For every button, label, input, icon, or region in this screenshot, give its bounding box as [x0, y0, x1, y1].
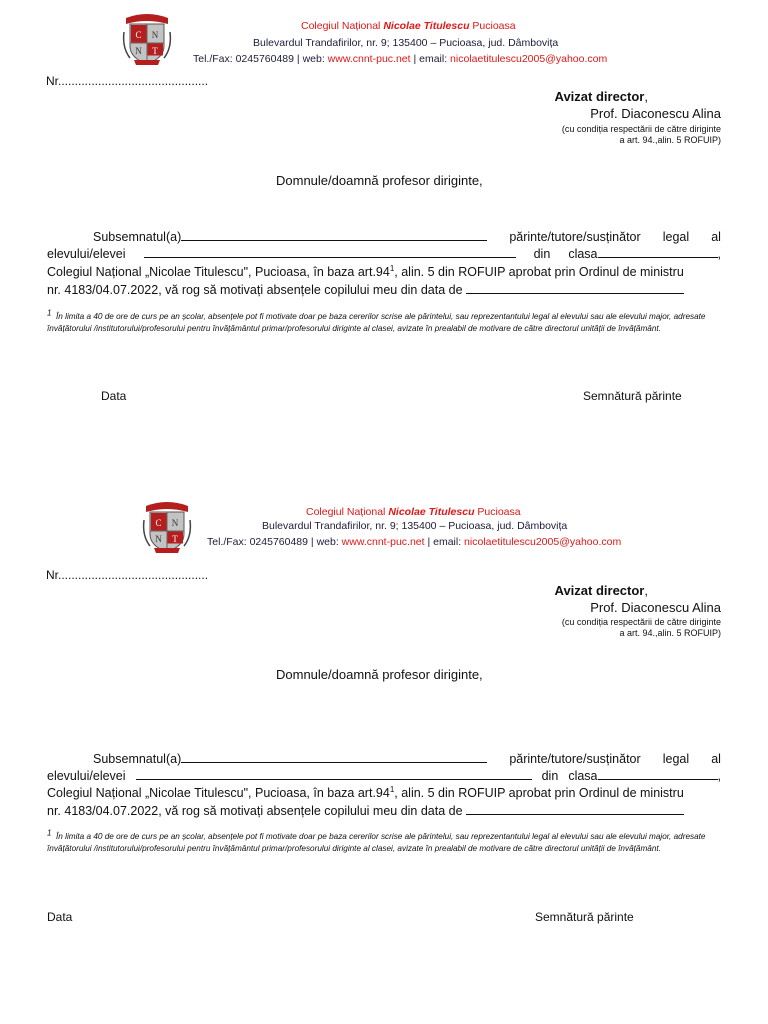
body-line-1: Subsemnatul(a) părinte/tutore/susținător legal al: [93, 230, 721, 244]
date-input-line[interactable]: [466, 282, 684, 294]
svg-text:N: N: [155, 534, 162, 544]
svg-text:N: N: [151, 30, 159, 40]
student-input-line[interactable]: [136, 768, 532, 780]
class-input-line[interactable]: [598, 768, 718, 780]
student-input-line[interactable]: [144, 246, 516, 258]
name-input-line[interactable]: [181, 751, 487, 763]
footnote: $^1$ În limita a 40 de ore de curs pe an școlar, absențele pot fi motivate doar pe baza cererilor scrise ale părintelui, sau reprezentantului legal al elevului sau ale elevului major, adresate învățătorului /institutorului/profesorului pentru învățământul primar/profesorului diriginte al clasei, avizate în prealabil de motivare de către directorul unității de învățământ.: [47, 308, 706, 333]
body-line-4: nr. 4183/04.07.2022, vă rog să motivați absențele copilului meu din data de: [47, 803, 684, 819]
signature-label: Semnătură părinte: [583, 389, 682, 403]
school-address: Bulevardul Trandafirilor, nr. 9; 135400 – Pucioasa, jud. Dâmbovița: [253, 37, 559, 49]
svg-text:C: C: [135, 30, 142, 40]
email-link[interactable]: nicolaetitulescu2005@yahoo.com: [450, 53, 608, 65]
avizat-director: Avizat director,: [554, 89, 648, 104]
name-input-line[interactable]: [181, 229, 487, 241]
body-line-3: Colegiul Național „Nicolae Titulescu", Pucioasa, în baza $art.94^1$, alin. 5 din ROFUIP aprobat prin Ordinul de ministru: [47, 784, 684, 800]
director-name: Prof. Diaconescu Alina: [590, 106, 721, 121]
school-contact: Tel./Fax: 0245760489 | web: www.cnnt-puc.net | email: nicolaetitulescu2005@yahoo.com: [207, 536, 622, 548]
svg-text:T: T: [152, 46, 158, 56]
class-input-line[interactable]: [598, 246, 718, 258]
avizat-director: Avizat director,: [554, 583, 648, 598]
svg-text:N: N: [171, 518, 179, 528]
director-condition-1: (cu condiția respectării de către diriginte: [561, 617, 721, 627]
signature-label: Semnătură părinte: [535, 910, 634, 924]
date-label: Data: [101, 389, 127, 403]
nr-field: Nr.............................................: [46, 74, 209, 88]
salutation: Domnule/doamnă profesor diriginte,: [276, 667, 483, 682]
nr-field: Nr.............................................: [46, 568, 209, 582]
school-name: Colegiul Național Nicolae Titulescu Pucioasa: [301, 20, 516, 32]
footnote: $^1$ În limita a 40 de ore de curs pe an școlar, absențele pot fi motivate doar pe baza cererilor scrise ale părintelui, sau reprezentantului legal al elevului sau ale elevului major, adresate învățătorului /institutorului/profesorului pentru învățământul primar/profesorului diriginte al clasei, avizate în prealabil de motivare de către directorul unității de învățământ.: [47, 828, 706, 853]
svg-text:C: C: [155, 518, 162, 528]
director-name: Prof. Diaconescu Alina: [590, 600, 721, 615]
svg-text:N: N: [135, 46, 142, 56]
director-condition-2: a art. 94.,alin. 5 ROFUIP): [619, 628, 721, 638]
web-link[interactable]: www.cnnt-puc.net: [341, 536, 425, 548]
body-line-3: Colegiul Național „Nicolae Titulescu", Pucioasa, în baza $art.94^1$, alin. 5 din ROFUIP aprobat prin Ordinul de ministru: [47, 263, 684, 279]
body-line-1: Subsemnatul(a) părinte/tutore/susținător legal al: [93, 752, 721, 766]
school-logo: [120, 12, 174, 66]
web-link[interactable]: www.cnnt-puc.net: [327, 53, 411, 65]
date-label: Data: [47, 910, 73, 924]
body-line-4: nr. 4183/04.07.2022, vă rog să motivați absențele copilului meu din data de: [47, 282, 684, 298]
school-name: Colegiul Național Nicolae Titulescu Pucioasa: [306, 506, 521, 518]
svg-text:T: T: [172, 534, 178, 544]
salutation: Domnule/doamnă profesor diriginte,: [276, 173, 483, 188]
date-input-line[interactable]: [466, 803, 684, 815]
body-line-2: elevului/elevei din clasa ,: [47, 247, 721, 261]
body-line-2: elevului/elevei din clasa ,: [47, 769, 721, 783]
director-condition-1: (cu condiția respectării de către diriginte: [561, 124, 721, 134]
email-link[interactable]: nicolaetitulescu2005@yahoo.com: [464, 536, 622, 548]
school-logo: [140, 500, 194, 554]
school-address: Bulevardul Trandafirilor, nr. 9; 135400 – Pucioasa, jud. Dâmbovița: [262, 520, 568, 532]
school-contact: Tel./Fax: 0245760489 | web: www.cnnt-puc.net | email: nicolaetitulescu2005@yahoo.com: [193, 53, 608, 65]
director-condition-2: a art. 94.,alin. 5 ROFUIP): [619, 135, 721, 145]
